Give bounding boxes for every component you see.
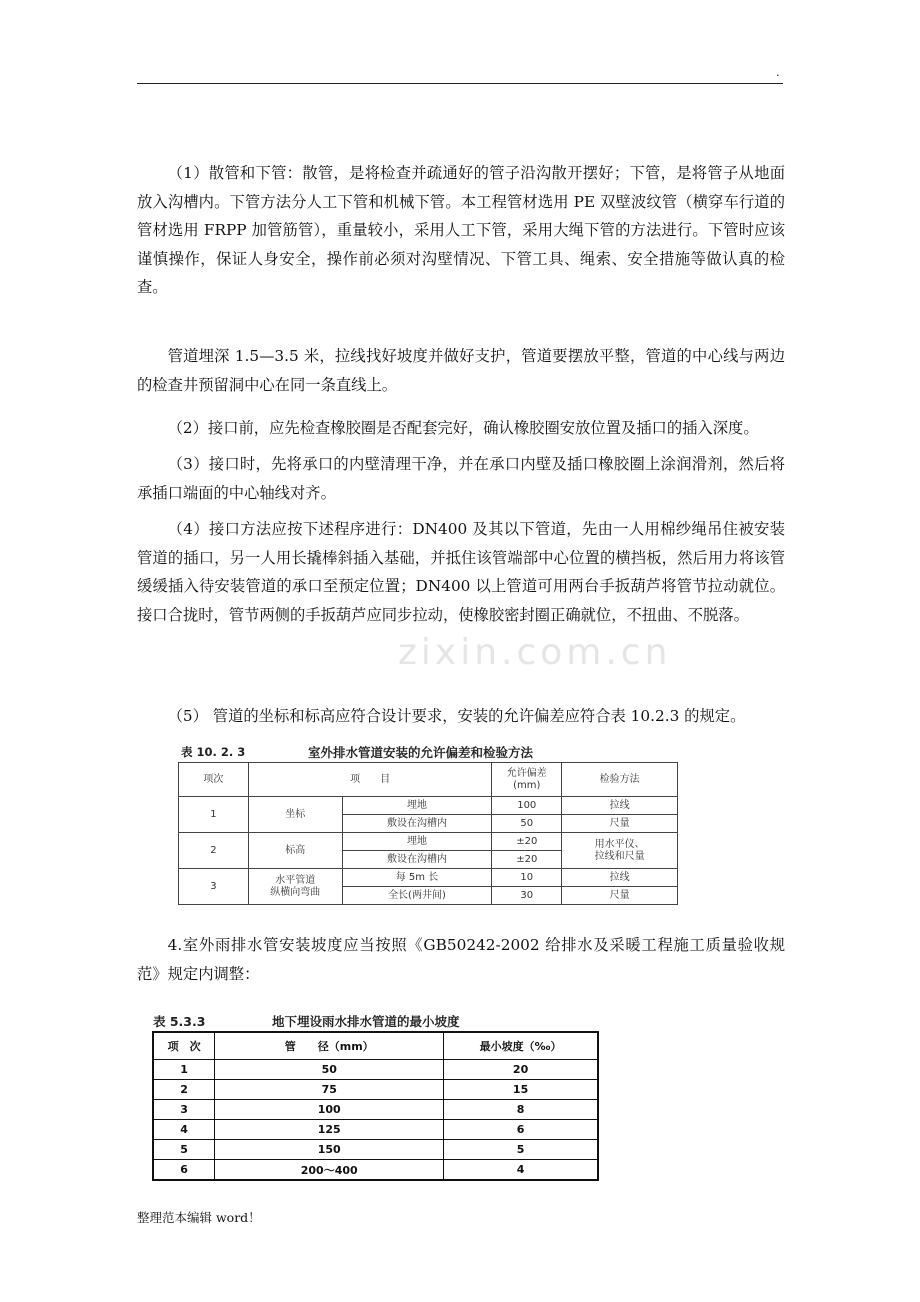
paragraph-joint-method: （4）接口方法应按下述程序进行：DN400 及其以下管道，先由一人用棉纱绳吊住被安装管道的插口，另一人用长撬棒斜插入基础，并抵住该管端部中心位置的横挡板，然后用力将该管缓缓插入待安装管道的承口至预定位置；DN400 以上管道可用两台手扳葫芦将管节拉动就位。接口合拢时，管节两侧的手扳葫芦应同步拉动，使橡胶密封圈正确就位，不扭曲、不脱落。 [137, 520, 785, 624]
footer-note: 整理范本编辑 word！ [137, 1210, 261, 1225]
table-row [179, 833, 678, 851]
cell-slope: 6 [444, 1120, 598, 1140]
header-no: 项次 [179, 763, 249, 797]
table2-number: 表 5.3.3 [153, 1014, 206, 1029]
table-row [153, 1140, 598, 1160]
cell-sub: 敷设在沟槽内 [342, 851, 492, 869]
cell-diameter: 125 [215, 1120, 444, 1140]
cell-sub: 每 5m 长 [342, 869, 492, 887]
table1-number: 表 10. 2. 3 [181, 745, 246, 759]
cell-method: 拉线 [562, 797, 678, 815]
cell-sub: 全长(两井间) [342, 887, 492, 905]
header-dot: . [776, 66, 780, 79]
cell-no: 4 [153, 1120, 215, 1140]
table2-title: 地下埋设雨水排水管道的最小坡度 [272, 1014, 460, 1029]
cell-diameter: 150 [215, 1140, 444, 1160]
cell-no: 1 [153, 1060, 215, 1080]
header-no: 项 次 [153, 1032, 215, 1060]
table-row [153, 1080, 598, 1100]
cell-item: 坐标 [248, 797, 342, 833]
table-row [153, 1060, 598, 1080]
cell-slope: 4 [444, 1160, 598, 1181]
cell-method: 尺量 [562, 815, 678, 833]
cell-tolerance: 50 [492, 815, 562, 833]
paragraph-slope-standard: 4.室外雨排水管安装坡度应当按照《GB50242-2002 给排水及采暖工程施工质量验收规范》规定内调整： [137, 936, 785, 983]
header-rule [137, 83, 783, 84]
cell-item: 水平管道 纵横向弯曲 [248, 869, 342, 905]
cell-diameter: 75 [215, 1080, 444, 1100]
table-row [179, 869, 678, 887]
cell-sub: 埋地 [342, 833, 492, 851]
cell-no: 1 [179, 797, 249, 833]
cell-no: 6 [153, 1160, 215, 1181]
cell-no: 2 [179, 833, 249, 869]
paragraph-pipe-laying: （1）散管和下管：散管，是将检查并疏通好的管子沿沟散开摆好；下管，是将管子从地面放入沟槽内。下管方法分人工下管和机械下管。本工程管材选用 PE 双壁波纹管（横穿车行道的管材选用 FRPP 加管筋管），重量较小，采用人工下管，采用大绳下管的方法进行。下管时应该谨慎操作，保证人身安全，操作前必须对沟壁情况、下管工具、绳索、安全措施等做认真的检查。 [137, 164, 785, 296]
header-item: 项 目 [248, 763, 491, 797]
cell-item: 标高 [248, 833, 342, 869]
header-method: 检验方法 [562, 763, 678, 797]
table-header-row [153, 1032, 598, 1060]
cell-sub: 埋地 [342, 797, 492, 815]
table-header-row [179, 763, 678, 797]
cell-tolerance: 100 [492, 797, 562, 815]
cell-no: 5 [153, 1140, 215, 1160]
cell-tolerance: 30 [492, 887, 562, 905]
paragraph-joint-cleaning: （3）接口时，先将承口的内壁清理干净，并在承口内壁及插口橡胶圈上涂润滑剂，然后将承插口端面的中心轴线对齐。 [137, 455, 785, 502]
cell-sub: 敷设在沟槽内 [342, 815, 492, 833]
cell-slope: 20 [444, 1060, 598, 1080]
cell-slope: 15 [444, 1080, 598, 1100]
cell-method: 尺量 [562, 887, 678, 905]
table-row [153, 1100, 598, 1120]
cell-diameter: 50 [215, 1060, 444, 1080]
cell-method: 用水平仪、 拉线和尺量 [562, 833, 678, 869]
min-slope-table [152, 1031, 599, 1181]
table-row [153, 1120, 598, 1140]
table-row [179, 797, 678, 815]
header-tolerance: 允许偏差 (mm) [492, 763, 562, 797]
cell-method: 拉线 [562, 869, 678, 887]
cell-tolerance: ±20 [492, 833, 562, 851]
header-diameter: 管 径（mm） [215, 1032, 444, 1060]
paragraph-burial-depth: 管道埋深 1.5—3.5 米，拉线找好坡度并做好支护，管道要摆放平整，管道的中心线与两边的检查井预留洞中心在同一条直线上。 [137, 347, 785, 394]
watermark-text: zixin.com.cn [398, 632, 672, 673]
cell-tolerance: ±20 [492, 851, 562, 869]
cell-diameter: 200～400 [215, 1160, 444, 1181]
header-slope: 最小坡度（‰） [444, 1032, 598, 1060]
cell-no: 2 [153, 1080, 215, 1100]
table1-title: 室外排水管道安装的允许偏差和检验方法 [308, 745, 534, 760]
paragraph-before-joint: （2）接口前，应先检查橡胶圈是否配套完好，确认橡胶圈安放位置及插口的插入深度。 [167, 419, 759, 437]
table-row [153, 1160, 598, 1181]
cell-diameter: 100 [215, 1100, 444, 1120]
paragraph-coordinates: （5） 管道的坐标和标高应符合设计要求，安装的允许偏差应符合表 10.2.3 的规定。 [167, 707, 746, 725]
cell-no: 3 [153, 1100, 215, 1120]
cell-no: 3 [179, 869, 249, 905]
cell-tolerance: 10 [492, 869, 562, 887]
deviation-table [178, 762, 678, 905]
cell-slope: 5 [444, 1140, 598, 1160]
cell-slope: 8 [444, 1100, 598, 1120]
